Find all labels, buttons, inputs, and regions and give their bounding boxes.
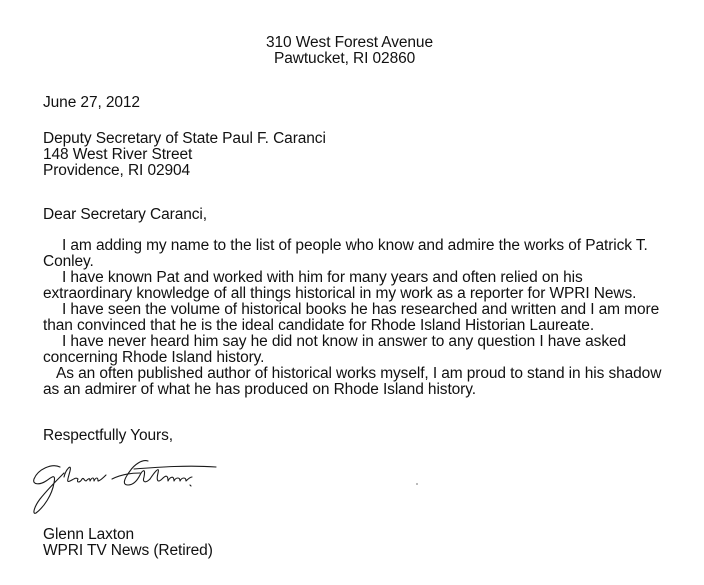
signer-affiliation: WPRI TV News (Retired) xyxy=(43,542,213,559)
letter-date: June 27, 2012 xyxy=(43,94,140,111)
recipient-city: Providence, RI 02904 xyxy=(43,162,191,179)
sender-city: Pawtucket, RI 02860 xyxy=(274,50,416,67)
body-line: concerning Rhode Island history. xyxy=(43,349,265,366)
body-line: as an admirer of what he has produced on Rhode Island history. xyxy=(43,381,476,398)
body-line: extraordinary knowledge of all things historical in my work as a reporter for WPRI News. xyxy=(43,285,637,302)
sender-street: 310 West Forest Avenue xyxy=(266,34,433,51)
body-line: I have seen the volume of historical books he has researched and written and I am more xyxy=(62,301,660,318)
body-line: than convinced that he is the ideal candidate for Rhode Island Historian Laureate. xyxy=(43,317,595,334)
body-line: I have never heard him say he did not know in answer to any question I have asked xyxy=(62,333,627,350)
signer-name: Glenn Laxton xyxy=(43,526,135,543)
signature-icon xyxy=(30,455,230,517)
body-line: I am adding my name to the list of people who know and admire the works of Patrick T. xyxy=(62,237,648,254)
body-line: I have known Pat and worked with him for many years and often relied on his xyxy=(62,269,583,286)
body-line: As an often published author of historical works myself, I am proud to stand in his shadow xyxy=(56,365,662,382)
closing: Respectfully Yours, xyxy=(43,427,173,444)
recipient-street: 148 West River Street xyxy=(43,146,193,163)
salutation: Dear Secretary Caranci, xyxy=(43,206,207,223)
scan-speck xyxy=(416,483,418,485)
recipient-name: Deputy Secretary of State Paul F. Caranci xyxy=(43,130,326,147)
body-line: Conley. xyxy=(43,253,94,270)
